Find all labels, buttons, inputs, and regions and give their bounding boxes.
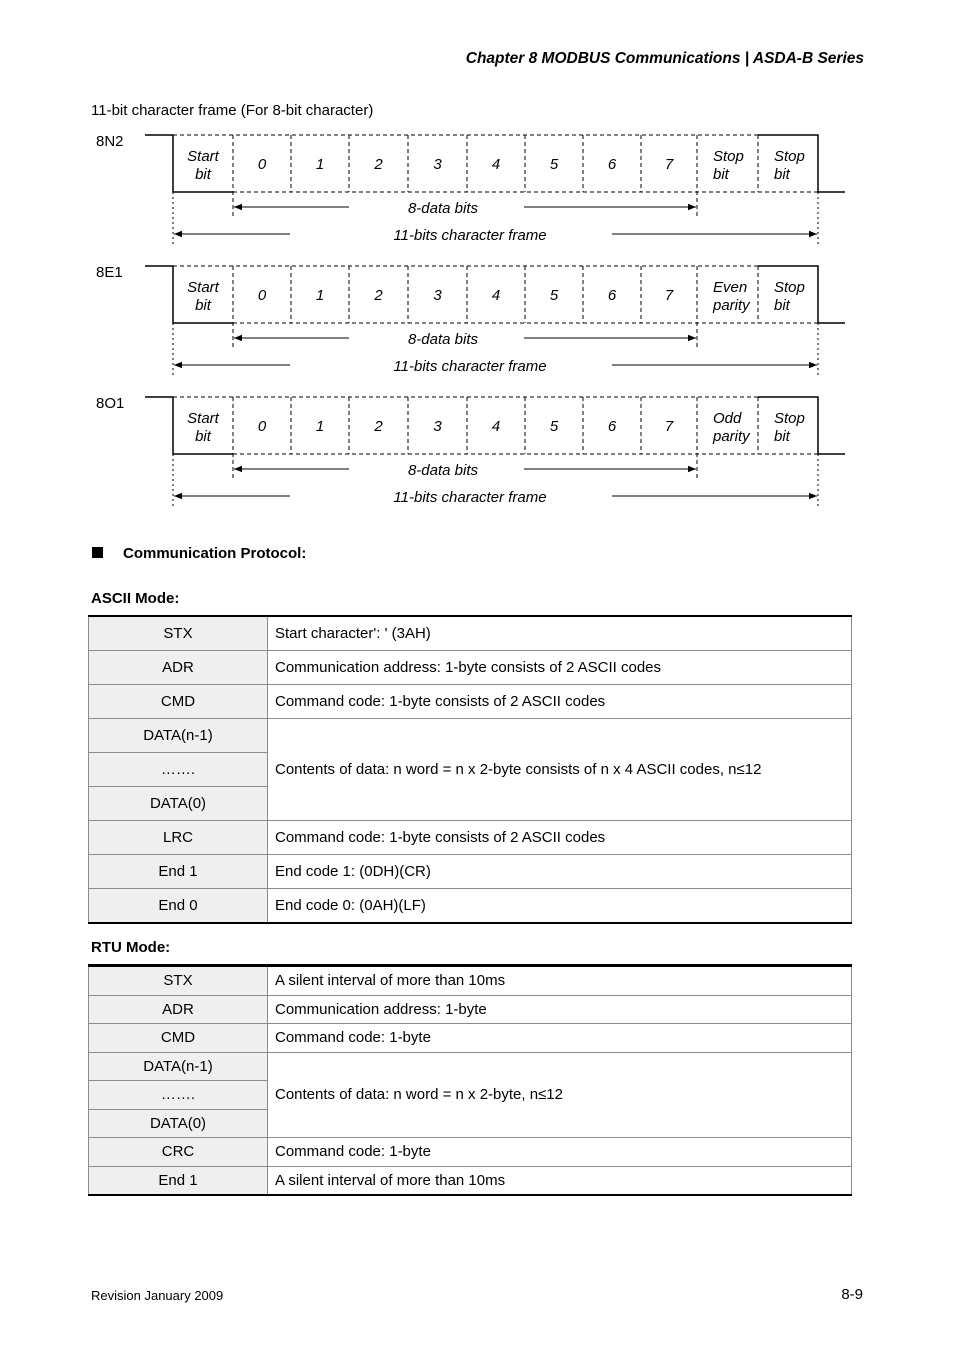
field-description: Command code: 1-byte: [268, 1024, 852, 1053]
field-name: ADR: [89, 995, 268, 1024]
field-name: End 1: [89, 1166, 268, 1195]
bit-cell-label: 7: [664, 287, 674, 304]
bit-cell-label: Stop bit: [774, 148, 805, 183]
table-row: [89, 685, 852, 719]
field-description: End code 0: (0AH)(LF): [268, 889, 852, 924]
table-row: [89, 1138, 852, 1167]
field-description: Contents of data: n word = n x 2-byte, n≤12: [268, 1052, 852, 1138]
ascii-mode-table: [88, 615, 852, 924]
frame-length-label: 11-bits character frame: [393, 227, 547, 244]
field-description: Command code: 1-byte: [268, 1138, 852, 1167]
bit-cell-label: Stop bit: [774, 410, 805, 445]
field-name: CRC: [89, 1138, 268, 1167]
table-row: [89, 616, 852, 651]
field-description: Start character': ' (3AH): [268, 616, 852, 651]
table-row: [89, 651, 852, 685]
field-name: End 1: [89, 855, 268, 889]
page-number: 8-9: [841, 1286, 863, 1303]
character-frame-diagram: [0, 0, 954, 540]
field-description: Contents of data: n word = n x 2-byte consists of n x 4 ASCII codes, n≤12: [268, 719, 852, 821]
field-description: A silent interval of more than 10ms: [268, 966, 852, 996]
bit-cell-label: Stop bit: [713, 148, 744, 183]
field-name: CMD: [89, 1024, 268, 1053]
data-bits-label: 8-data bits: [407, 200, 479, 217]
frame-length-label: 11-bits character frame: [393, 358, 547, 375]
bit-cell-label: 3: [433, 156, 442, 173]
bit-cell-label: 3: [433, 287, 442, 304]
chapter-title: Chapter 8 MODBUS Communications: [465, 50, 741, 67]
bit-cell-label: 6: [607, 418, 617, 435]
frame-diagram: [96, 264, 845, 376]
bit-cell-label: 7: [664, 156, 674, 173]
field-description: End code 1: (0DH)(CR): [268, 855, 852, 889]
table-row: [89, 821, 852, 855]
bit-cell-label: 1: [315, 156, 325, 173]
field-name: DATA(n-1): [89, 719, 268, 753]
bit-cell-label: 2: [374, 418, 383, 435]
bit-cell-label: 4: [491, 418, 501, 435]
bit-cell-label: 4: [491, 287, 501, 304]
bit-cell-label: 2: [374, 156, 383, 173]
ascii-mode-label: ASCII Mode:: [91, 590, 180, 607]
bit-cell-label: 2: [374, 287, 383, 304]
frame-format-label: 8E1: [96, 264, 123, 281]
bit-cell-label: 1: [315, 418, 325, 435]
table-row: [89, 1024, 852, 1053]
frame-diagram: [96, 395, 845, 507]
field-description: A silent interval of more than 10ms: [268, 1166, 852, 1195]
table-row: [89, 1052, 852, 1081]
bit-cell-label: 5: [549, 418, 559, 435]
frame-section-title: 11-bit character frame (For 8-bit character): [91, 102, 374, 119]
field-name: …….: [89, 753, 268, 787]
frame-format-label: 8O1: [96, 395, 125, 412]
bit-cell-label: 6: [607, 156, 617, 173]
table-row: [89, 855, 852, 889]
revision-footer: Revision January 2009: [91, 1288, 224, 1303]
field-name: …….: [89, 1081, 268, 1110]
bit-cell-label: 1: [315, 287, 325, 304]
table-row: [89, 719, 852, 753]
bit-cell-label: 0: [257, 287, 267, 304]
bit-cell-label: 6: [607, 287, 617, 304]
frame-format-label: 8N2: [96, 133, 124, 150]
field-name: ADR: [89, 651, 268, 685]
field-name: DATA(0): [89, 1109, 268, 1138]
bit-cell-label: 0: [257, 156, 267, 173]
data-bits-label: 8-data bits: [407, 462, 479, 479]
bit-cell-label: 0: [257, 418, 267, 435]
frame-diagram: [96, 133, 845, 245]
bit-cell-label: 4: [491, 156, 501, 173]
bit-cell-label: Stop bit: [774, 279, 805, 314]
bit-cell-label: Start bit: [187, 410, 219, 445]
field-name: STX: [89, 616, 268, 651]
bit-cell-label: 5: [549, 287, 559, 304]
field-description: Command code: 1-byte consists of 2 ASCII codes: [268, 685, 852, 719]
table-row: [89, 889, 852, 924]
bit-cell-label: Start bit: [187, 279, 219, 314]
series-title: ASDA-B Series: [752, 50, 864, 67]
table-row: [89, 966, 852, 996]
bit-cell-label: Odd parity: [713, 410, 750, 445]
field-description: Communication address: 1-byte consists of 2 ASCII codes: [268, 651, 852, 685]
rtu-mode-table: [88, 964, 852, 1196]
protocol-heading: [92, 545, 306, 562]
field-name: DATA(n-1): [89, 1052, 268, 1081]
square-bullet-icon: [92, 547, 103, 558]
bit-cell-label: Even parity: [713, 279, 750, 314]
data-bits-label: 8-data bits: [407, 331, 479, 348]
header-separator: |: [744, 50, 753, 67]
field-description: Communication address: 1-byte: [268, 995, 852, 1024]
frame-length-label: 11-bits character frame: [393, 489, 547, 506]
field-name: End 0: [89, 889, 268, 924]
field-name: LRC: [89, 821, 268, 855]
table-row: [89, 995, 852, 1024]
field-name: STX: [89, 966, 268, 996]
rtu-mode-label: RTU Mode:: [91, 939, 171, 956]
protocol-heading-text: Communication Protocol:: [123, 545, 307, 562]
field-name: CMD: [89, 685, 268, 719]
bit-cell-label: 3: [433, 418, 442, 435]
field-description: Command code: 1-byte consists of 2 ASCII codes: [268, 821, 852, 855]
bit-cell-label: 5: [549, 156, 559, 173]
table-row: [89, 1166, 852, 1195]
bit-cell-label: Start bit: [187, 148, 219, 183]
field-name: DATA(0): [89, 787, 268, 821]
bit-cell-label: 7: [664, 418, 674, 435]
